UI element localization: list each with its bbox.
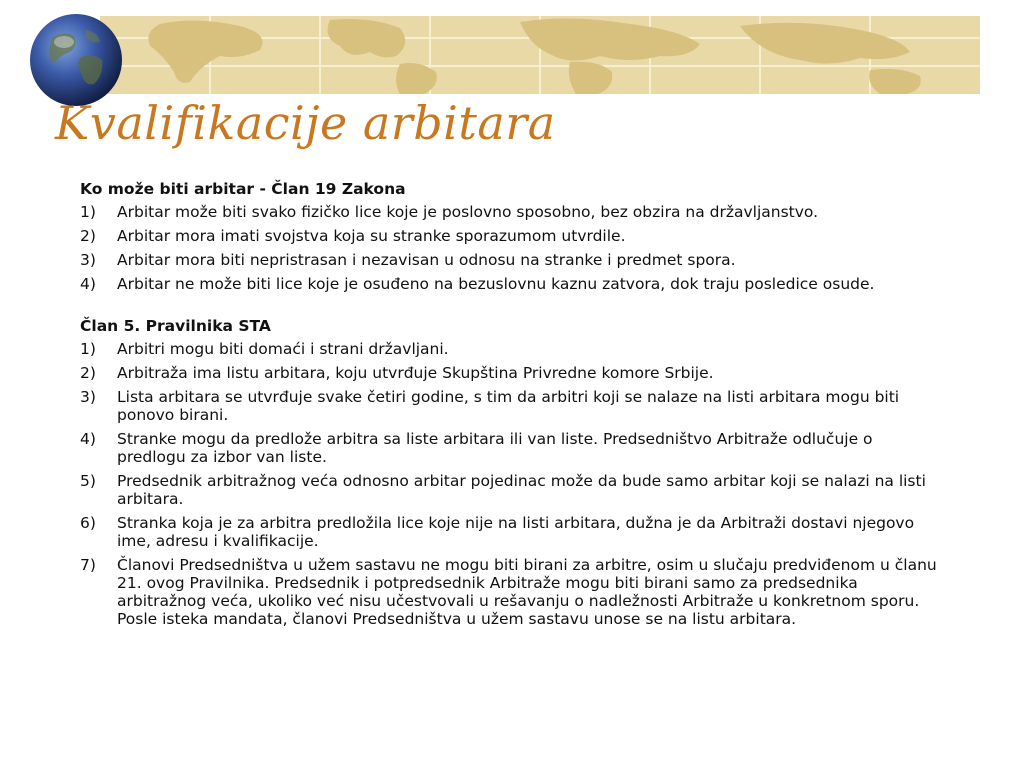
- numbered-list: [80, 340, 940, 628]
- list-item: [80, 514, 940, 550]
- item-number: 4): [80, 275, 96, 293]
- section-zakon: [80, 180, 940, 293]
- item-number: 1): [80, 203, 96, 221]
- item-text: Stranka koja je za arbitra predložila lice koje nije na listi arbitara, dužna je da Arbitraži dostavi njegovo ime, adresu i kvalifikacije.: [117, 514, 915, 550]
- item-number: 5): [80, 472, 96, 490]
- world-map-banner: [100, 16, 980, 94]
- item-text: Arbitraža ima listu arbitara, koju utvrđuje Skupština Privredne komore Srbije.: [117, 364, 714, 382]
- item-number: 2): [80, 227, 96, 245]
- item-text: Arbitar mora biti nepristrasan i nezavisan u odnosu na stranke i predmet spora.: [117, 251, 736, 269]
- list-item: [80, 340, 940, 358]
- list-item: [80, 388, 940, 424]
- list-item: [80, 430, 940, 466]
- item-number: 3): [80, 388, 96, 406]
- list-item: [80, 275, 940, 293]
- item-number: 3): [80, 251, 96, 269]
- item-number: 1): [80, 340, 96, 358]
- item-text: Arbitri mogu biti domaći i strani državljani.: [117, 340, 449, 358]
- item-text: Članovi Predsedništva u užem sastavu ne mogu biti birani za arbitre, osim u slučaju predviđenom u članu 21. ovog Pravilnika. Predsednik i potpredsednik Arbitraže mogu biti birani samo za predsednika arbitražnog veća, ukoliko već nisu učestvovali u rešavanju o nadležnosti Arbitraže u konkretnom sporu. Posle isteka mandata, članovi Predsedništva u užem sastavu unose se na listu arbitara.: [117, 556, 937, 628]
- item-text: Stranke mogu da predlože arbitra sa liste arbitara ili van liste. Predsedništvo Arbitraže odlučuje o predlogu za izbor van liste.: [117, 430, 873, 466]
- slide-content: [80, 180, 940, 634]
- world-map-graphic: [100, 16, 980, 94]
- item-text: Arbitar može biti svako fizičko lice koje je poslovno sposobno, bez obzira na državljanstvo.: [117, 203, 819, 221]
- item-number: 7): [80, 556, 96, 574]
- item-number: 2): [80, 364, 96, 382]
- section-heading: Član 5. Pravilnika STA: [80, 317, 271, 335]
- globe-icon: [28, 12, 124, 108]
- list-item: [80, 472, 940, 508]
- section-heading: Ko može biti arbitar - Član 19 Zakona: [80, 180, 406, 198]
- item-text: Predsednik arbitražnog veća odnosno arbitar pojedinac može da bude samo arbitar koji se nalazi na listi arbitara.: [117, 472, 926, 508]
- list-item: [80, 251, 940, 269]
- list-item: [80, 364, 940, 382]
- slide-title: Kvalifikacije arbitara: [55, 96, 556, 150]
- item-text: Arbitar mora imati svojstva koja su stranke sporazumom utvrdile.: [117, 227, 626, 245]
- list-item: [80, 203, 940, 221]
- item-text: Arbitar ne može biti lice koje je osuđeno na bezuslovnu kaznu zatvora, dok traju posledice osude.: [117, 275, 875, 293]
- numbered-list: [80, 203, 940, 293]
- list-item: [80, 227, 940, 245]
- item-number: 4): [80, 430, 96, 448]
- item-text: Lista arbitara se utvrđuje svake četiri godine, s tim da arbitri koji se nalaze na listi arbitara mogu biti ponovo birani.: [117, 388, 900, 424]
- section-pravilnik: [80, 317, 940, 628]
- list-item: [80, 556, 940, 628]
- item-number: 6): [80, 514, 96, 532]
